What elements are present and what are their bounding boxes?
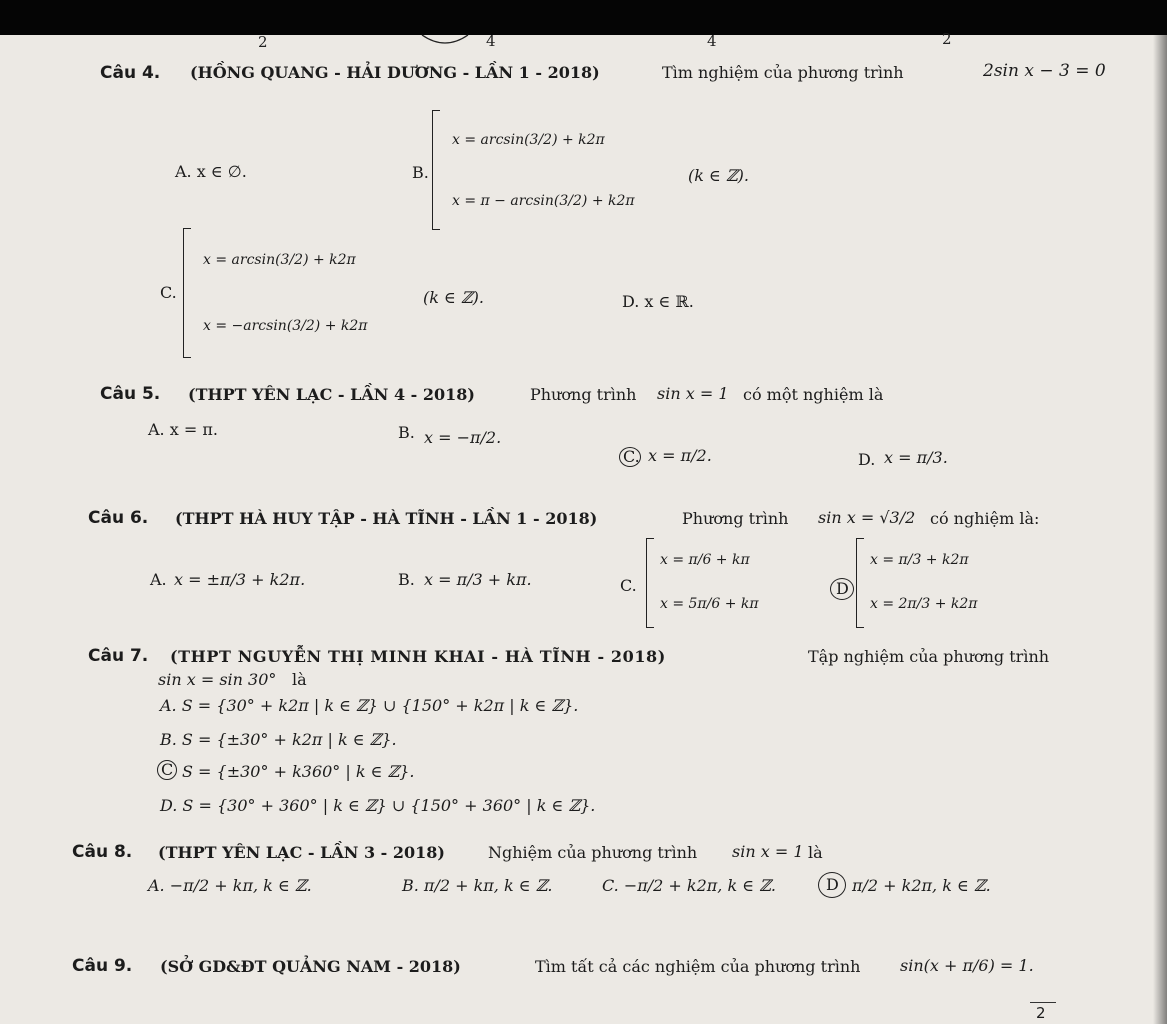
q7-text: Tập nghiệm của phương trình <box>808 647 1050 666</box>
q8-option-d-label[interactable]: D <box>826 875 839 894</box>
partial-top-4: 2 <box>942 30 952 48</box>
q4-option-c-kz: (k ∈ ℤ). <box>423 288 484 307</box>
q7-number: Câu 7. <box>88 646 149 666</box>
q7-equation: sin x = sin 30° <box>158 670 277 689</box>
right-edge-shadow <box>1153 35 1167 1024</box>
q4-text: Tìm nghiệm của phương trình <box>662 63 904 82</box>
q6-option-a: x = ±π/3 + k2π. <box>174 570 306 589</box>
q6-d-bracket <box>856 538 864 628</box>
q5-text: Phương trình <box>530 385 637 404</box>
q7-option-c: S = {±30° + k360° | k ∈ ℤ}. <box>182 762 415 781</box>
q9-number: Câu 9. <box>72 956 133 976</box>
q4-option-c-line2: x = −arcsin(3/2) + k2π <box>203 318 368 334</box>
q5-source: (THPT YÊN LẠC - LẦN 4 - 2018) <box>188 385 475 404</box>
q7-source: (THPT NGUYỄN THỊ MINH KHAI - HÀ TĨNH - 2018) <box>170 647 666 666</box>
q5-tail: có một nghiệm là <box>743 385 884 404</box>
q7-la: là <box>292 670 307 689</box>
q8-la: là <box>808 843 823 862</box>
partial-top-arc <box>420 33 470 49</box>
footer-rule <box>1030 1002 1056 1003</box>
q8-text: Nghiệm của phương trình <box>488 843 698 862</box>
q5-option-a[interactable]: A. x = π. <box>148 420 218 439</box>
q8-number: Câu 8. <box>72 842 133 862</box>
q7-option-d[interactable]: D. S = {30° + 360° | k ∈ ℤ} ∪ {150° + 360° | k ∈ ℤ}. <box>160 796 596 815</box>
q6-number: Câu 6. <box>88 508 149 528</box>
q4-c-bracket <box>183 228 191 358</box>
q8-source: (THPT YÊN LẠC - LẦN 3 - 2018) <box>158 843 445 862</box>
q9-text: Tìm tất cả các nghiệm của phương trình <box>535 957 861 976</box>
q6-option-b-label[interactable]: B. <box>398 570 415 589</box>
q5-option-c-label[interactable]: C. <box>623 447 640 466</box>
q6-option-c-line2: x = 5π/6 + kπ <box>660 596 759 612</box>
q4-b-bracket <box>432 110 440 230</box>
q5-option-b-label[interactable]: B. <box>398 423 415 442</box>
q5-number: Câu 5. <box>100 384 161 404</box>
q5-option-c: x = π/2. <box>648 446 712 465</box>
q6-option-d-label[interactable]: D <box>836 579 849 598</box>
q5-option-d-label[interactable]: D. <box>858 450 876 469</box>
partial-top-3: 4 <box>707 32 717 50</box>
q4-option-c-label[interactable]: C. <box>160 283 177 302</box>
q6-tail: có nghiệm là: <box>930 509 1040 528</box>
q7-option-b[interactable]: B. S = {±30° + k2π | k ∈ ℤ}. <box>160 730 397 749</box>
q6-option-d-line1: x = π/3 + k2π <box>870 552 969 568</box>
q7-option-c-label[interactable]: C <box>161 760 174 779</box>
q8-option-d: π/2 + k2π, k ∈ ℤ. <box>852 876 991 895</box>
q7-option-a[interactable]: A. S = {30° + k2π | k ∈ ℤ} ∪ {150° + k2π | k ∈ ℤ}. <box>160 696 579 715</box>
q6-option-b: x = π/3 + kπ. <box>424 570 532 589</box>
q8-option-c[interactable]: C. −π/2 + k2π, k ∈ ℤ. <box>602 876 776 895</box>
q6-option-c-line1: x = π/6 + kπ <box>660 552 750 568</box>
top-dark-edge <box>0 0 1167 35</box>
q6-option-c-label[interactable]: C. <box>620 576 637 595</box>
q8-option-a[interactable]: A. −π/2 + kπ, k ∈ ℤ. <box>148 876 312 895</box>
q5-option-d: x = π/3. <box>884 448 948 467</box>
q4-number: Câu 4. <box>100 63 161 83</box>
q4-option-c-line1: x = arcsin(3/2) + k2π <box>203 252 356 268</box>
q9-source: (SỞ GD&ĐT QUẢNG NAM - 2018) <box>160 957 461 976</box>
footer-partial-number: 2 <box>1036 1004 1046 1022</box>
q4-option-b-kz: (k ∈ ℤ). <box>688 166 749 185</box>
q4-option-d[interactable]: D. x ∈ ℝ. <box>622 292 694 311</box>
q4-equation: 2sin x − 3 = 0 <box>983 61 1106 81</box>
q9-equation: sin(x + π/6) = 1. <box>900 956 1034 975</box>
q4-option-b-label[interactable]: B. <box>412 163 429 182</box>
q6-option-d-line2: x = 2π/3 + k2π <box>870 596 978 612</box>
q6-equation: sin x = √3/2 <box>818 508 916 527</box>
q8-equation: sin x = 1 <box>732 842 804 861</box>
q4-option-a[interactable]: A. x ∈ ∅. <box>175 162 247 181</box>
partial-top-1: 2 <box>258 33 268 51</box>
q6-c-bracket <box>646 538 654 628</box>
partial-top-2: 4 <box>486 32 496 50</box>
q4-option-b-line2: x = π − arcsin(3/2) + k2π <box>452 193 635 209</box>
q4-option-b-line1: x = arcsin(3/2) + k2π <box>452 132 605 148</box>
q5-option-b: x = −π/2. <box>424 428 502 447</box>
q8-option-b[interactable]: B. π/2 + kπ, k ∈ ℤ. <box>402 876 553 895</box>
q4-source: (HỒNG QUANG - HẢI DƯƠNG - LẦN 1 - 2018) <box>190 63 600 82</box>
q6-text: Phương trình <box>682 509 789 528</box>
q6-option-a-label[interactable]: A. <box>150 570 167 589</box>
q6-source: (THPT HÀ HUY TẬP - HÀ TĨNH - LẦN 1 - 2018) <box>175 509 598 528</box>
q5-equation: sin x = 1 <box>657 384 729 403</box>
